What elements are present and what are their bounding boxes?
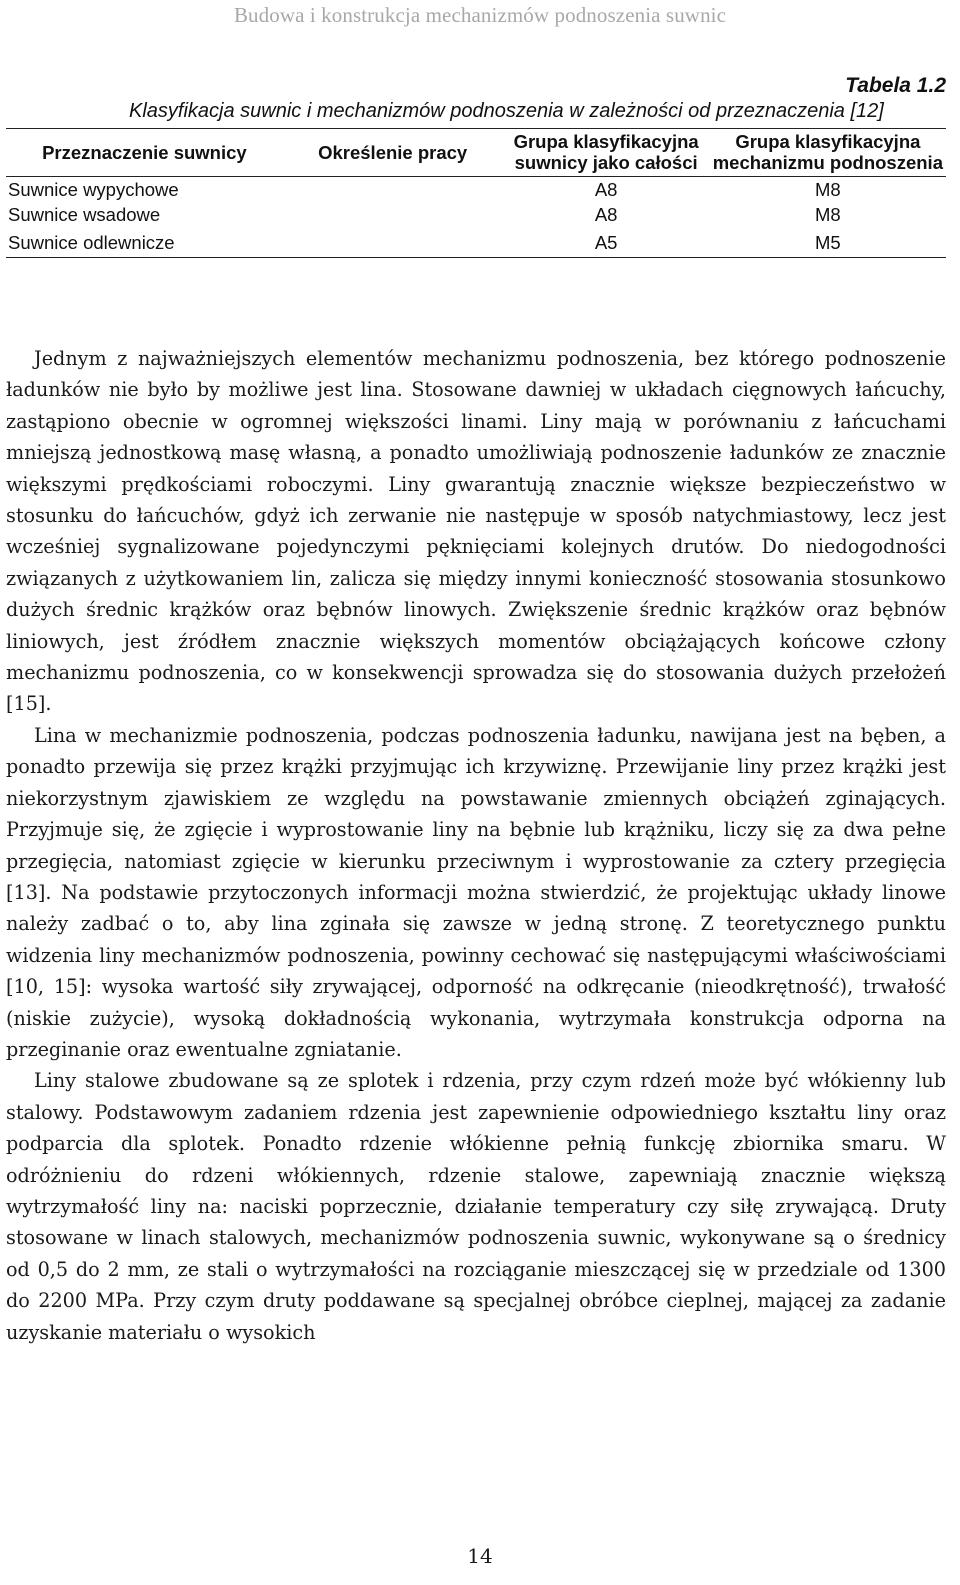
row-work-type	[283, 202, 503, 227]
row-work-type	[283, 227, 503, 258]
table-header-row	[6, 129, 946, 177]
row-purpose: Suwnice odlewnicze	[6, 227, 283, 258]
classification-table	[6, 128, 946, 258]
column-header-purpose: Przeznaczenie suwnicy	[6, 129, 283, 177]
row-crane-group: A5	[503, 227, 710, 258]
column-header-crane-group: Grupa klasyfikacyjna suwnicy jako całości	[503, 129, 710, 177]
page-number: 14	[467, 1544, 493, 1568]
row-mechanism-group: M8	[815, 179, 841, 200]
table-row	[6, 202, 946, 227]
table-title: Klasyfikacja suwnic i mechanizmów podnoszenia w zależności od przeznaczenia [12]	[129, 100, 884, 122]
row-mechanism-group: M5	[710, 227, 946, 258]
row-purpose: Suwnice wypychowe	[8, 179, 179, 200]
table-number: Tabela 1.2	[845, 74, 946, 97]
row-mechanism-group: M8	[815, 204, 841, 225]
row-purpose: Suwnice wsadowe	[8, 204, 161, 225]
paragraph: Lina w mechanizmie podnoszenia, podczas podnoszenia ładunku, nawijana jest na bęben, a ponadto przewija się przez krążki przyjmując ich krzywiznę. Przewijanie liny przez krążki jest niekorzystnym zjawiskiem ze względu na powstawanie zmiennych obciążeń zginających. Przyjmuje się, że zgięcie i wyprostowanie liny na bębnie lub krążniku, liczy się za dwa pełne przegięcia, natomiast zgięcie w kierunku przeciwnym i wyprostowanie za cztery przegięcia [13]. Na podstawie przytoczonych informacji można stwierdzić, że projektując układy linowe należy zadbać o to, aby lina zginała się zawsze w jedną stronę. Z teoretycznego punktu widzenia liny mechanizmów podnoszenia, powinny cechować się następującymi właściwościami [10, 15]: wysoka wartość siły zrywającej, odporność na odkręcanie (nieodkrętność), trwałość (niskie zużycie), wysoką dokładnością wykonania, wytrzymała konstrukcja odporna na przeginanie oraz ewentualne zgniatanie.	[6, 723, 946, 1061]
column-header-work-type: Określenie pracy	[283, 129, 503, 177]
table-row	[6, 227, 946, 258]
paragraph: Liny stalowe zbudowane są ze splotek i rdzenia, przy czym rdzeń może być włókienny lub stalowy. Podstawowym zadaniem rdzenia jest zapewnienie odpowiedniego kształtu liny oraz podparcia dla splotek. Ponadto rdzenie włókienne pełnią funkcję zbiornika smaru. W odróżnieniu do rdzeni włókiennych, rdzenie stalowe, zapewniają znacznie większą wytrzymałość liny na: naciski poprzecznie, działanie temperatury czy siłę zrywającą. Druty stosowane w linach stalowych, mechanizmów podnoszenia suwnic, wykonywane są o średnicy od 0,5 do 2 mm, ze stali o wytrzymałości na rozciąganie mieszczącej się w przedziale od 1300 do 2200 MPa. Przy czym druty poddawane są specjalnej obróbce cieplnej, mającej za zadanie uzyskanie materiału o wysokich	[6, 1069, 946, 1344]
row-crane-group: A8	[594, 204, 618, 225]
paragraph: Jednym z najważniejszych elementów mechanizmu podnoszenia, bez którego podnoszenie ładunków nie było by możliwe jest lina. Stosowane dawniej w układach cięgnowych łańcuchy, zastąpiono obecnie w ogromnej większości linami. Liny mają w porównaniu z łańcuchami mniejszą jednostkową masę własną, a ponadto umożliwiają podnoszenie ładunków ze znacznie większymi prędkościami roboczymi. Liny gwarantują znacznie większe bezpieczeństwo w stosunku do łańcuchów, gdyż ich zerwanie nie następuje w sposób natychmiastowy, lecz jest wcześniej sygnalizowane pojedynczymi pęknięciami kolejnych drutów. Do niedogodności związanych z użytkowaniem lin, zalicza się między innymi konieczność stosowania stosunkowo dużych średnic krążków oraz bębnów linowych. Zwiększenie średnic krążków oraz bębnów liniowych, jest źródłem znacznie większych momentów obciążających końcowe człony mechanizmu podnoszenia, co w konsekwencji sprowadza się do stosowania dużych przełożeń [15].	[6, 347, 946, 716]
body-text	[6, 343, 946, 1348]
row-work-type	[283, 177, 503, 203]
table-row	[6, 177, 946, 203]
column-header-mechanism-group: Grupa klasyfikacyjna mechanizmu podnoszenia	[710, 129, 946, 177]
running-header: Budowa i konstrukcja mechanizmów podnoszenia suwnic	[233, 3, 727, 27]
row-crane-group: A8	[594, 179, 618, 200]
